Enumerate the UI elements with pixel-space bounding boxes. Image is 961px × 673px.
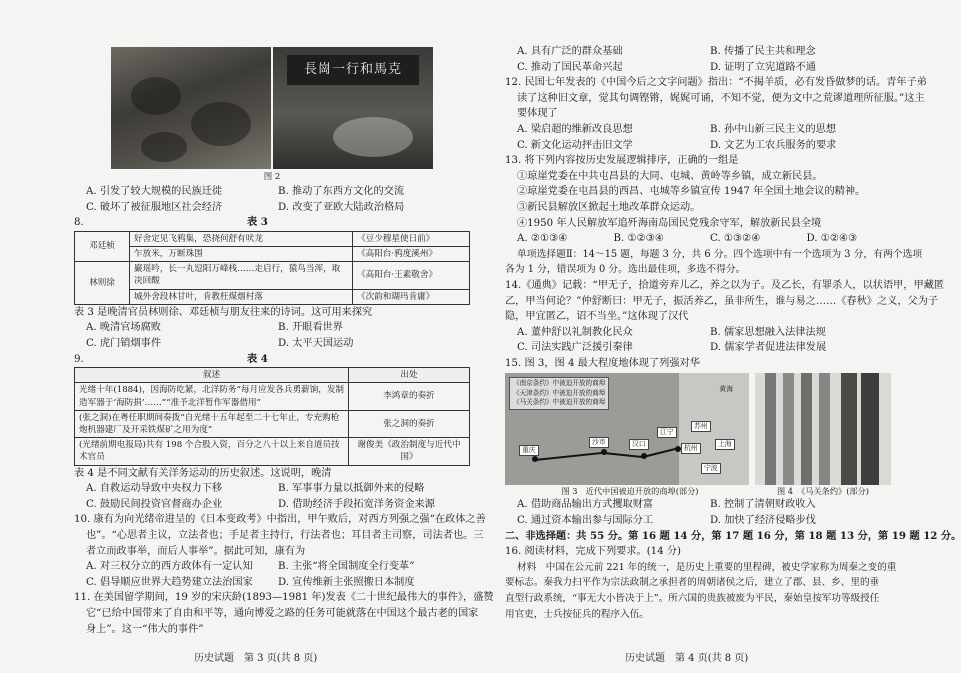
question-number: 8. (74, 217, 84, 229)
source-cell: 《次韵和瑚玛肯庸》 (353, 289, 470, 304)
legend-item: 《马关条约》中被迫开放的商埠 (513, 398, 606, 407)
figure-3-caption: 图 3 近代中国被迫开放的商埠(部分) (561, 486, 699, 497)
option[interactable]: B. 儒家思想融入法律法规 (710, 326, 826, 338)
q7-options (74, 200, 470, 216)
city-dot (641, 453, 647, 459)
source-cell: 李鸿章的奏折 (349, 383, 470, 410)
q10-line: 10. 康有为向光绪帝进呈的《日本变政考》中指出，甲午败后，对西方列强之强“在政体之善 (74, 514, 486, 526)
option[interactable]: A. 引发了较大规模的民族迁徙 (86, 186, 223, 197)
table-header-row (75, 368, 470, 383)
q15-options (505, 497, 903, 513)
top-spacer (505, 0, 903, 44)
column-header: 叙述 (75, 368, 349, 383)
option[interactable]: B. ①②③④ (613, 233, 664, 245)
q14-line: 隐，甲宜匿乙，诏不当坐。”这体现了汉代 (505, 311, 689, 323)
narrative-cell: (光绪前期电报局)共有 198 个合股入资，百分之八十以上来自道员技术官员 (75, 438, 349, 465)
option[interactable]: B. 军事事力量以抵御外来的侵略 (278, 483, 425, 495)
map-label: 上海 (715, 439, 735, 450)
material-line: 用官吏，士兵按征兵的程序入伍。 (505, 608, 649, 620)
option[interactable]: B. 孙中山新三民主义的思想 (710, 123, 837, 135)
q9-options (74, 497, 470, 513)
figure-2 (74, 47, 470, 169)
q11-line: 11. 在美国留学期间，19 岁的宋庆龄(1893—1981 年)发表《二十世纪最伟大的事件》，盛赞 (74, 592, 494, 604)
poem-cell: 巖瑶吟，长一丸逗阳万峰栈……走启行，猿鸟当浑，取决回酸 (130, 262, 353, 289)
table-row (75, 231, 470, 246)
text-column (819, 373, 830, 485)
cover-title: 長崗一行和馬克 (287, 55, 419, 85)
poem-cell: 好舍定见飞鸦集，恐挠何舒有吠龙 (130, 231, 353, 246)
option[interactable]: D. ①②④③ (806, 233, 858, 245)
table-row (75, 383, 470, 410)
text-column (801, 373, 812, 485)
option[interactable]: C. 倡导顺应世界大趋势建立法治国家 (86, 576, 253, 588)
q15-stem: 15. 图 3，图 4 最大程度地体现了列强对华 (505, 357, 700, 369)
poem-cell: 乍放米，万断珠围 (130, 246, 353, 261)
city-dot (601, 449, 607, 455)
table-row (75, 246, 470, 261)
option[interactable]: D. 宣传维新主张照搬日本制度 (278, 576, 415, 588)
q12-line: 要体现了 (517, 108, 558, 120)
map-label: 江宁 (657, 427, 677, 438)
q10-line: 者立而政事举，而后人事举”。据此可知，康有为 (86, 545, 306, 557)
option[interactable]: C. 新文化运动抨击旧文学 (517, 139, 633, 151)
text-column (783, 373, 794, 485)
q13-item: ①琼崖党委在中共屯昌县的大同、屯城、黄岭等乡镇，成立新民县。 (517, 170, 823, 182)
text-column (841, 373, 857, 485)
option[interactable]: A. 晚清官场腐败 (86, 322, 161, 334)
option[interactable]: A. 借助商品输出方式攫取财富 (517, 499, 654, 511)
option[interactable]: A. 对三权分立的西方政体有一定认知 (86, 561, 253, 573)
page-footer: 历史试题 第 4 页(共 8 页) (625, 653, 749, 665)
figure-4-caption: 图 4 《马关条约》(部分) (777, 486, 869, 497)
q14-options (505, 340, 903, 356)
q13-item: ②琼崖党委在屯昌县的西昌、屯城等乡镇宣传 1947 年全国土地会议的精神。 (517, 186, 866, 198)
river-route (535, 452, 605, 461)
poem-cell: 城外舍段林甘叶，肯教枉煤烟村落 (130, 289, 353, 304)
q7-options (74, 184, 470, 200)
table-4 (74, 367, 470, 465)
table-3-title: 表 3 (246, 216, 268, 229)
person-cell: 邓廷桢 (75, 231, 130, 261)
option[interactable]: C. 鼓励民间投资官督商办企业 (86, 498, 223, 510)
material-line: 直型行政系统，“事无大小皆决于上”。所六国的贵族被废为平民，秦始皇按军功等级授任 (505, 593, 880, 605)
q14-line: 14.《通典》记载：“甲无子，拾道旁弃儿乙，养之以为子。及乙长，有罪杀人，以状语甲，甲藏匿 (505, 279, 945, 291)
part-2-title: 二、非选择题：共 55 分。第 16 题 14 分，第 17 题 16 分，第 18 题 13 分，第 19 题 12 分。 (505, 529, 961, 542)
page-3 (74, 0, 494, 673)
map-label: 重庆 (519, 445, 539, 456)
option[interactable]: B. 推动了东西方文化的交流 (278, 186, 405, 197)
map-label: 杭州 (681, 443, 701, 454)
q12-line: 12. 民国七年发表的《中国今后之文字问题》指出：“不揭羊质，必有发昏做梦的话。青年子弟 (505, 77, 927, 89)
option[interactable]: D. 文艺为工农兵服务的要求 (710, 139, 837, 151)
option[interactable]: C. 虎门销烟事件 (86, 337, 162, 349)
option[interactable]: A. ②①③④ (517, 233, 568, 245)
table-row (75, 289, 470, 304)
q13-item: ③新民县解放区掀起土地改革群众运动。 (517, 201, 701, 213)
q11-line: 身上”。这一“伟大的事件” (86, 623, 204, 635)
q9-stem: 表 4 是不同文献有关洋务运动的历史叙述。这说明，晚清 (74, 467, 332, 479)
table-row (75, 262, 470, 289)
q12-options (505, 122, 903, 138)
option[interactable]: B. 主张“将全国制度全行变革” (278, 561, 415, 573)
source-cell: 张之洞的奏折 (349, 410, 470, 437)
map-label: 苏州 (691, 421, 711, 432)
q10-line: 也”。“心思者主议，立法者也；手足者主持行，行法者也；耳目者主司察，司法者也。三 (86, 529, 484, 541)
q8-options (74, 336, 470, 352)
option[interactable]: D. 加快了经济侵略步伐 (710, 515, 816, 527)
option[interactable]: D. 太平天国运动 (278, 337, 354, 349)
map-legend (509, 377, 609, 409)
figure-2-caption: 图 2 (263, 172, 281, 182)
option[interactable]: D. 儒家学者促进法律发展 (710, 342, 827, 354)
q10-options (74, 575, 470, 591)
q11-options (505, 44, 903, 60)
map-label: 黄海 (719, 385, 733, 394)
city-dot (532, 456, 538, 462)
q16-title: 16. 阅读材料，完成下列要求。(14 分) (505, 546, 682, 558)
q12-line: 读了这种旧文章，觉其句调铿锵，娓娓可诵，不知不觉，便为文中之荒谬道理所征服。”这主 (517, 92, 925, 104)
text-column (861, 373, 879, 485)
q8-header (74, 215, 470, 231)
section-note: 各为 1 分，错误项为 0 分。选出最佳项，多选不得分。 (505, 264, 746, 276)
q13-stem: 13. 将下列内容按历史发展逻辑排序，正确的一组是 (505, 155, 739, 167)
option[interactable]: B. 开眼看世界 (278, 322, 343, 334)
option[interactable]: B. 传播了民主共和理念 (710, 46, 816, 57)
q9-options (74, 481, 470, 497)
q14-options (505, 325, 903, 341)
treaty-ports-map (505, 373, 749, 485)
figures-3-4 (505, 373, 903, 485)
q11-line: 它“已给中国带来了自由和平等，通向博爱之路的任务可能就落在中国这个最古老的国家 (86, 607, 479, 619)
q12-options (505, 138, 903, 154)
section-note: 单项选择题Ⅱ：14～15 题，每题 3 分，共 6 分。四个选项中有一个选项为 3 分，有两个选项 (517, 248, 923, 260)
option[interactable]: A. 董仲舒以礼制教化民众 (517, 326, 633, 338)
legend-item: 《南京条约》中被迫开放的商埠 (513, 379, 606, 388)
map-label: 沙市 (589, 437, 609, 448)
narrative-cell: 光绪十年(1884)，因海防吃紧，北洋防务“每月应发各兵勇薪饷，发制造军器于‘海防捐’……”“准予北洋暂作军器借用” (75, 383, 349, 410)
option[interactable]: B. 控制了清朝财政收入 (710, 499, 816, 511)
option[interactable]: D. 证明了立宪道路不通 (710, 61, 816, 73)
legend-item: 《天津条约》中被迫开放的商埠 (513, 388, 606, 397)
source-cell: 《豆少穆星使日前》 (353, 231, 470, 246)
q15-options (505, 513, 903, 529)
option[interactable]: C. 通过资本输出参与国际分工 (517, 515, 654, 527)
map-label: 宁波 (701, 463, 721, 474)
q14-line: 乙，甲当何论？”仲舒断曰：甲无子，振活养乙，虽非所生，谁与易之……《春秋》之义，父为子 (505, 295, 939, 307)
option[interactable]: C. ①③②④ (710, 233, 761, 245)
treaty-document-image (755, 373, 891, 485)
painting-image (111, 47, 271, 169)
q13-item: ④1950 年人民解放军追歼海南岛国民党残余守军，解放新民县全境 (517, 217, 822, 229)
text-column (765, 373, 776, 485)
page-footer: 历史试题 第 3 页(共 8 页) (194, 653, 318, 665)
source-cell: 《高阳台·鸦度溪州》 (353, 246, 470, 261)
option[interactable]: A. 自救运动导致中央权力下移 (86, 483, 223, 495)
option[interactable]: D. 改变了亚欧大陆政治格局 (278, 201, 405, 213)
column-header: 出处 (349, 368, 470, 383)
source-cell: 谢俊美《政治制度与近代中国》 (349, 438, 470, 465)
page-4 (505, 0, 961, 673)
q11-options (505, 60, 903, 76)
question-number: 9. (74, 353, 84, 365)
q10-options (74, 559, 470, 575)
q9-header (74, 352, 470, 368)
option[interactable]: C. 破坏了被征服地区社会经济 (86, 201, 223, 213)
option[interactable]: A. 梁启超的维新改良思想 (517, 123, 633, 135)
table-4-title: 表 4 (246, 352, 268, 365)
map-label: 汉口 (629, 439, 649, 450)
table-3 (74, 231, 470, 305)
book-cover-image (273, 47, 433, 169)
figure-captions (505, 485, 903, 497)
option[interactable]: C. 司法实践广泛援引秦律 (517, 342, 633, 354)
option[interactable]: D. 借助经济手段拓宽洋务资金来源 (278, 498, 435, 510)
narrative-cell: (张之洞)在粤任职期间奏拨“自光绪十五年起至二十七年止，专充购枪炮机器建厂及开采铁煤矿之用为度” (75, 410, 349, 437)
table-row (75, 410, 470, 437)
river-route (604, 452, 644, 458)
option[interactable]: A. 具有广泛的群众基础 (517, 46, 623, 57)
table-row (75, 438, 470, 465)
person-cell: 林则徐 (75, 262, 130, 305)
material-line: 材料 中国在公元前 221 年的统一，是历史上重要的里程碑，被史学家称为周秦之变的重 (517, 561, 897, 573)
source-cell: 《高阳台·王素敬舍》 (353, 262, 470, 289)
q13-options (505, 231, 903, 247)
option[interactable]: C. 推动了国民革命兴起 (517, 61, 623, 73)
q8-options (74, 320, 470, 336)
material-line: 要标志。秦我力扫平作为宗法政制之承担者的周朝诸侯之后，建立了郡、县、乡、里的垂 (505, 577, 880, 589)
q8-stem: 表 3 是晚清官员林则徐、邓廷桢与朋友往来的诗词。这可用来探究 (74, 306, 373, 318)
